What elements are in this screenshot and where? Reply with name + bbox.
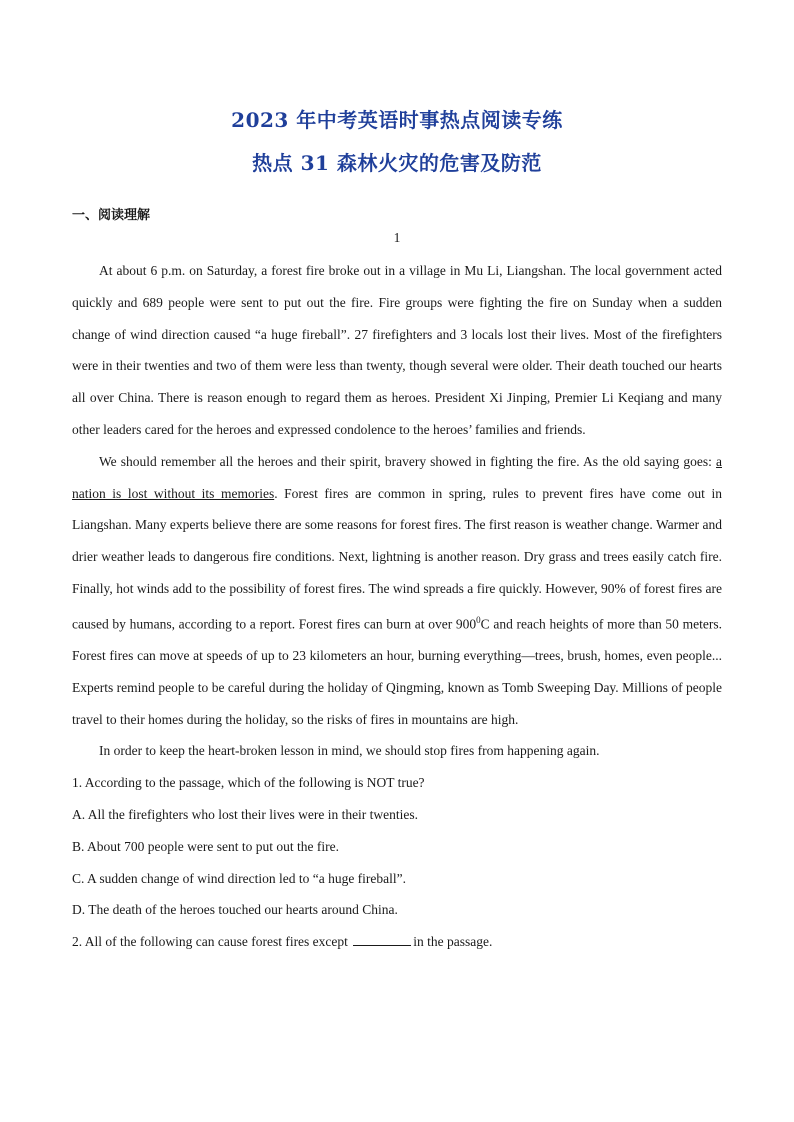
- degree-superscript: 0: [476, 614, 481, 625]
- question-2: [72, 926, 722, 958]
- passage-number: 1: [393, 230, 401, 245]
- question-2-start: 2. All of the following can cause forest fires except: [72, 934, 352, 950]
- paragraph-2-middle: . Forest fires are common in spring, rules to prevent fires have come out in Liangshan. Many experts believe there are some reasons for forest fires. The first reason is weather change. Warmer and drier weather leads to dangerous fire conditions. Next, lightning is another reason. Dry grass and trees easily catch fire. Finally, hot winds add to the possibility of forest fires. The wind spreads a fire quickly. However, 90% of forest fires are caused by humans, according to a report. Forest fires can burn at over 900: [72, 485, 722, 632]
- document-title: 2023 年中考英语时事热点阅读专练: [231, 108, 563, 132]
- question-1-option-a: A. All the firefighters who lost their lives were in their twenties.: [72, 807, 419, 823]
- section-heading: 一、阅读理解: [72, 208, 151, 223]
- paragraph-1: At about 6 p.m. on Saturday, a forest fire broke out in a village in Mu Li, Liangshan. The local government acted quickly and 689 people were sent to put out the fire. Fire groups were fighting the fire on Sunday when a sudden change of wind direction caused “a huge fireball”. 27 firefighters and 3 locals lost their lives. Most of the firefighters were in their twenties and two of them were less than twenty, though several were older. Their death touched our hearts all over China. There is reason enough to regard them as heroes. President Xi Jinping, Premier Li Keqiang and many other leaders cared for the heroes and expressed condolence to the heroes’ families and friends.: [72, 263, 722, 437]
- question-1-option-c: C. A sudden change of wind direction led to “a huge fireball”.: [72, 870, 407, 886]
- question-2-end: in the passage.: [413, 934, 493, 950]
- question-1: 1. According to the passage, which of the following is NOT true?: [72, 775, 425, 791]
- paragraph-2: [72, 446, 722, 736]
- paragraph-3: In order to keep the heart-broken lesson in mind, we should stop fires from happening again.: [99, 743, 600, 759]
- question-1-option-b: B. About 700 people were sent to put out the fire.: [72, 838, 339, 854]
- underlined-phrase: a nation is lost without its memories: [72, 453, 722, 501]
- paragraph-2-end: C and reach heights of more than 50 meters. Forest fires can move at speeds of up to 23 kilometers an hour, burning everything—trees, brush, homes, even people... Experts remind people to be careful during the holiday of Qingming, known as Tomb Sweeping Day. Millions of people travel to their homes during the holiday, so the risks of fires in mountains are high.: [72, 616, 722, 727]
- document-subtitle: 热点 31 森林火灾的危害及防范: [252, 151, 542, 175]
- question-1-option-d: D. The death of the heroes touched our hearts around China.: [72, 902, 398, 918]
- answer-blank: [353, 933, 411, 946]
- paragraph-2-start: We should remember all the heroes and their spirit, bravery showed in fighting the fire. As the old saying goes:: [99, 453, 716, 469]
- passage-body: [72, 255, 722, 958]
